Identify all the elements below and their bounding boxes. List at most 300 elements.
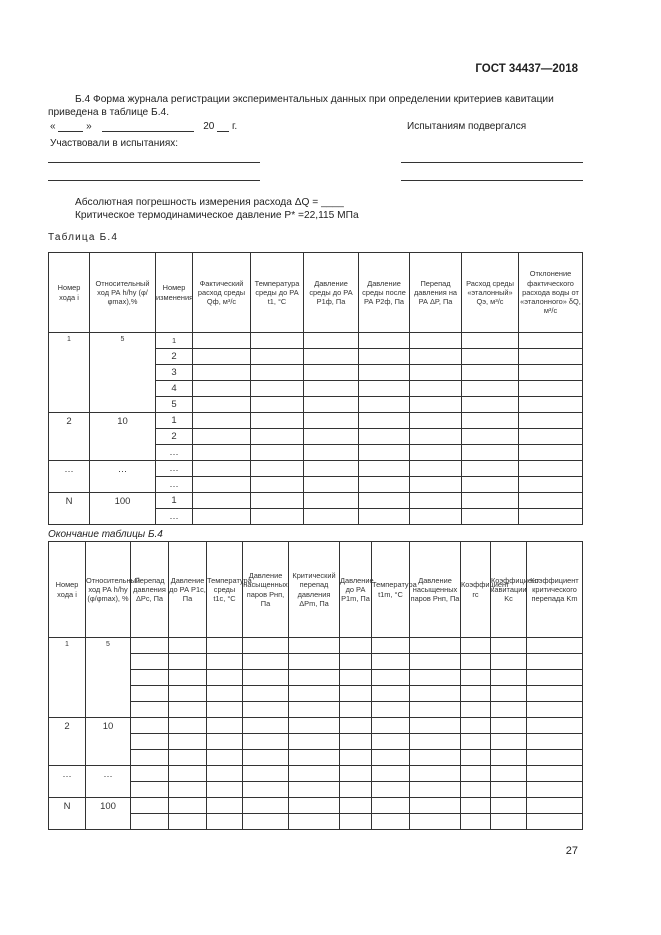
measurement-number-cell: 1 bbox=[156, 333, 193, 349]
empty-cell bbox=[251, 333, 304, 349]
empty-cell bbox=[359, 461, 410, 477]
run-number-cell: 2 bbox=[49, 718, 86, 766]
empty-cell bbox=[169, 782, 207, 798]
empty-cell bbox=[251, 349, 304, 365]
year-suffix: г. bbox=[231, 121, 238, 132]
empty-cell bbox=[304, 365, 359, 381]
empty-cell bbox=[243, 814, 289, 830]
table1-header-cell: Номер изменения bbox=[156, 253, 193, 333]
empty-cell bbox=[527, 734, 583, 750]
table1-header-row bbox=[49, 253, 583, 333]
table-b4-continued bbox=[48, 541, 583, 830]
page-number: 27 bbox=[565, 845, 578, 857]
empty-cell bbox=[410, 333, 462, 349]
empty-cell bbox=[193, 333, 251, 349]
empty-cell bbox=[410, 509, 462, 525]
empty-cell bbox=[131, 718, 169, 734]
empty-cell bbox=[527, 670, 583, 686]
table-b4 bbox=[48, 252, 583, 525]
empty-cell bbox=[527, 798, 583, 814]
empty-cell bbox=[462, 365, 519, 381]
table1-row bbox=[49, 333, 583, 349]
empty-cell bbox=[251, 381, 304, 397]
empty-cell bbox=[462, 429, 519, 445]
table2-header-cell: Температура среды t1c, °С bbox=[207, 542, 243, 638]
empty-cell bbox=[243, 686, 289, 702]
empty-cell bbox=[527, 782, 583, 798]
empty-cell bbox=[340, 702, 372, 718]
empty-cell bbox=[527, 766, 583, 782]
relative-stroke-cell: 100 bbox=[90, 493, 156, 525]
empty-cell bbox=[340, 638, 372, 654]
empty-cell bbox=[304, 413, 359, 429]
empty-cell bbox=[410, 397, 462, 413]
empty-cell bbox=[491, 670, 527, 686]
empty-cell bbox=[372, 718, 410, 734]
empty-cell bbox=[243, 750, 289, 766]
empty-cell bbox=[359, 349, 410, 365]
empty-cell bbox=[462, 397, 519, 413]
empty-cell bbox=[372, 814, 410, 830]
empty-cell bbox=[410, 734, 461, 750]
empty-cell bbox=[410, 798, 461, 814]
empty-cell bbox=[169, 766, 207, 782]
table1-header-cell: Номер хода i bbox=[49, 253, 90, 333]
table1-header-cell: Температура среды до РА t1, °С bbox=[251, 253, 304, 333]
date-close-quote: » bbox=[86, 121, 92, 132]
empty-cell bbox=[169, 702, 207, 718]
run-number-cell: … bbox=[49, 766, 86, 798]
empty-cell bbox=[243, 782, 289, 798]
critical-pressure: Критическое термодинамическое давление P* =22,115 МПа bbox=[75, 210, 359, 221]
empty-cell bbox=[207, 670, 243, 686]
empty-cell bbox=[207, 766, 243, 782]
empty-cell bbox=[410, 413, 462, 429]
empty-cell bbox=[462, 381, 519, 397]
empty-cell bbox=[193, 381, 251, 397]
empty-cell bbox=[289, 702, 340, 718]
measurement-error: Абсолютная погрешность измерения расхода ΔQ = ____ bbox=[75, 197, 344, 208]
table2-caption: Окончание таблицы Б.4 bbox=[48, 529, 163, 540]
empty-cell bbox=[462, 413, 519, 429]
table1-header-cell: Фактический расход среды Qф, м³/с bbox=[193, 253, 251, 333]
table2-row bbox=[49, 638, 583, 654]
table2-header-cell: Давление до РА P1c, Па bbox=[169, 542, 207, 638]
empty-cell bbox=[410, 782, 461, 798]
empty-cell bbox=[251, 493, 304, 509]
empty-cell bbox=[207, 638, 243, 654]
empty-cell bbox=[193, 493, 251, 509]
measurement-number-cell: 2 bbox=[156, 349, 193, 365]
empty-cell bbox=[519, 413, 583, 429]
table1-header-cell: Расход среды «эталонный» Qэ, м³/с bbox=[462, 253, 519, 333]
empty-cell bbox=[461, 782, 491, 798]
empty-cell bbox=[527, 702, 583, 718]
empty-cell bbox=[193, 429, 251, 445]
empty-cell bbox=[461, 670, 491, 686]
empty-cell bbox=[527, 686, 583, 702]
empty-cell bbox=[359, 509, 410, 525]
empty-cell bbox=[289, 670, 340, 686]
measurement-number-cell: 1 bbox=[156, 493, 193, 509]
empty-cell bbox=[410, 670, 461, 686]
empty-cell bbox=[461, 798, 491, 814]
table1-header-cell: Давление среды до РА P1ф, Па bbox=[304, 253, 359, 333]
table2-row bbox=[49, 718, 583, 734]
empty-cell bbox=[491, 686, 527, 702]
empty-cell bbox=[340, 766, 372, 782]
empty-cell bbox=[304, 445, 359, 461]
empty-cell bbox=[491, 814, 527, 830]
empty-cell bbox=[462, 493, 519, 509]
empty-cell bbox=[410, 349, 462, 365]
table2-header-cell: Коэффициент кавитации Kc bbox=[491, 542, 527, 638]
empty-cell bbox=[169, 670, 207, 686]
empty-cell bbox=[304, 349, 359, 365]
empty-cell bbox=[289, 718, 340, 734]
empty-cell bbox=[251, 509, 304, 525]
measurement-number-cell: … bbox=[156, 477, 193, 493]
table2-header-cell: Давление насыщенных паров Pнп, Па bbox=[243, 542, 289, 638]
empty-cell bbox=[491, 654, 527, 670]
measurement-number-cell: 1 bbox=[156, 413, 193, 429]
table1-caption: Таблица Б.4 bbox=[48, 232, 119, 243]
empty-cell bbox=[207, 702, 243, 718]
empty-cell bbox=[491, 718, 527, 734]
measurement-number-cell: … bbox=[156, 461, 193, 477]
empty-cell bbox=[131, 750, 169, 766]
empty-cell bbox=[527, 814, 583, 830]
empty-cell bbox=[131, 654, 169, 670]
empty-cell bbox=[207, 686, 243, 702]
table2-header-cell: Коэффициент rc bbox=[461, 542, 491, 638]
empty-cell bbox=[340, 670, 372, 686]
table2-header-cell: Перепад давления ΔPc, Па bbox=[131, 542, 169, 638]
table2-header-cell: Давление до РА P1m, Па bbox=[340, 542, 372, 638]
table2-header-cell: Температура t1m, °С bbox=[372, 542, 410, 638]
empty-cell bbox=[243, 734, 289, 750]
empty-cell bbox=[207, 814, 243, 830]
empty-cell bbox=[131, 798, 169, 814]
empty-cell bbox=[491, 702, 527, 718]
empty-cell bbox=[527, 654, 583, 670]
empty-cell bbox=[491, 782, 527, 798]
empty-cell bbox=[131, 782, 169, 798]
empty-cell bbox=[131, 670, 169, 686]
empty-cell bbox=[461, 638, 491, 654]
empty-cell bbox=[372, 670, 410, 686]
relative-stroke-cell: 10 bbox=[86, 718, 131, 766]
empty-cell bbox=[131, 702, 169, 718]
year-prefix: 20 bbox=[203, 121, 215, 132]
empty-cell bbox=[289, 638, 340, 654]
empty-cell bbox=[519, 381, 583, 397]
empty-cell bbox=[243, 766, 289, 782]
empty-cell bbox=[462, 333, 519, 349]
intro-paragraph: Б.4 Форма журнала регистрации экспериментальных данных при определении критериев кавитации приведена в таблице Б.4. bbox=[48, 94, 554, 118]
empty-cell bbox=[304, 477, 359, 493]
empty-cell bbox=[461, 718, 491, 734]
empty-cell bbox=[372, 750, 410, 766]
empty-cell bbox=[410, 814, 461, 830]
empty-cell bbox=[304, 397, 359, 413]
empty-cell bbox=[372, 782, 410, 798]
table1-header-cell: Перепад давления на РА ΔP, Па bbox=[410, 253, 462, 333]
measurement-number-cell: 5 bbox=[156, 397, 193, 413]
empty-cell bbox=[359, 493, 410, 509]
relative-stroke-cell: 100 bbox=[86, 798, 131, 830]
table2-header-cell: Относительный ход РА h/hy (φ/φmax), % bbox=[86, 542, 131, 638]
run-number-cell: 1 bbox=[49, 638, 86, 718]
empty-cell bbox=[131, 686, 169, 702]
empty-cell bbox=[193, 461, 251, 477]
empty-cell bbox=[527, 718, 583, 734]
empty-cell bbox=[340, 734, 372, 750]
empty-cell bbox=[359, 333, 410, 349]
empty-cell bbox=[359, 429, 410, 445]
month-blank bbox=[102, 121, 194, 132]
empty-cell bbox=[410, 445, 462, 461]
empty-cell bbox=[207, 654, 243, 670]
empty-cell bbox=[372, 734, 410, 750]
date-open-quote: « bbox=[50, 121, 56, 132]
empty-cell bbox=[289, 782, 340, 798]
empty-cell bbox=[289, 654, 340, 670]
measurement-number-cell: 3 bbox=[156, 365, 193, 381]
empty-cell bbox=[169, 686, 207, 702]
empty-cell bbox=[169, 718, 207, 734]
empty-cell bbox=[462, 445, 519, 461]
empty-cell bbox=[251, 461, 304, 477]
empty-cell bbox=[372, 686, 410, 702]
empty-cell bbox=[462, 509, 519, 525]
empty-cell bbox=[372, 702, 410, 718]
empty-cell bbox=[372, 766, 410, 782]
empty-cell bbox=[372, 638, 410, 654]
run-number-cell: … bbox=[49, 461, 90, 493]
empty-cell bbox=[340, 654, 372, 670]
empty-cell bbox=[359, 381, 410, 397]
empty-cell bbox=[207, 798, 243, 814]
empty-cell bbox=[169, 654, 207, 670]
signature-line-right-1 bbox=[401, 162, 583, 163]
empty-cell bbox=[243, 670, 289, 686]
empty-cell bbox=[410, 461, 462, 477]
empty-cell bbox=[410, 493, 462, 509]
empty-cell bbox=[251, 429, 304, 445]
empty-cell bbox=[461, 654, 491, 670]
empty-cell bbox=[340, 782, 372, 798]
run-number-cell: N bbox=[49, 798, 86, 830]
empty-cell bbox=[410, 381, 462, 397]
empty-cell bbox=[410, 750, 461, 766]
empty-cell bbox=[169, 750, 207, 766]
empty-cell bbox=[491, 766, 527, 782]
empty-cell bbox=[461, 686, 491, 702]
table2-header-cell: Давление насыщенных паров Pнп, Па bbox=[410, 542, 461, 638]
empty-cell bbox=[461, 814, 491, 830]
empty-cell bbox=[131, 766, 169, 782]
empty-cell bbox=[289, 814, 340, 830]
empty-cell bbox=[519, 509, 583, 525]
empty-cell bbox=[461, 766, 491, 782]
empty-cell bbox=[462, 349, 519, 365]
empty-cell bbox=[519, 477, 583, 493]
empty-cell bbox=[491, 750, 527, 766]
table2-header-cell: Номер хода i bbox=[49, 542, 86, 638]
empty-cell bbox=[193, 397, 251, 413]
empty-cell bbox=[410, 686, 461, 702]
empty-cell bbox=[304, 333, 359, 349]
relative-stroke-cell: 5 bbox=[86, 638, 131, 718]
empty-cell bbox=[359, 445, 410, 461]
empty-cell bbox=[410, 365, 462, 381]
relative-stroke-cell: 5 bbox=[90, 333, 156, 413]
empty-cell bbox=[462, 461, 519, 477]
empty-cell bbox=[169, 798, 207, 814]
empty-cell bbox=[519, 493, 583, 509]
empty-cell bbox=[131, 734, 169, 750]
empty-cell bbox=[289, 686, 340, 702]
empty-cell bbox=[359, 413, 410, 429]
empty-cell bbox=[527, 750, 583, 766]
empty-cell bbox=[340, 798, 372, 814]
empty-cell bbox=[169, 814, 207, 830]
run-number-cell: 2 bbox=[49, 413, 90, 461]
empty-cell bbox=[207, 782, 243, 798]
empty-cell bbox=[193, 445, 251, 461]
table1-row bbox=[49, 413, 583, 429]
empty-cell bbox=[519, 397, 583, 413]
year-blank bbox=[217, 121, 229, 132]
empty-cell bbox=[193, 413, 251, 429]
empty-cell bbox=[193, 509, 251, 525]
empty-cell bbox=[243, 654, 289, 670]
signature-line-right-2 bbox=[401, 180, 583, 181]
empty-cell bbox=[131, 638, 169, 654]
empty-cell bbox=[131, 814, 169, 830]
measurement-number-cell: 4 bbox=[156, 381, 193, 397]
empty-cell bbox=[340, 718, 372, 734]
empty-cell bbox=[519, 461, 583, 477]
empty-cell bbox=[410, 718, 461, 734]
run-number-cell: 1 bbox=[49, 333, 90, 413]
empty-cell bbox=[340, 814, 372, 830]
empty-cell bbox=[251, 365, 304, 381]
empty-cell bbox=[461, 750, 491, 766]
relative-stroke-cell: 10 bbox=[90, 413, 156, 461]
empty-cell bbox=[410, 654, 461, 670]
measurement-number-cell: … bbox=[156, 509, 193, 525]
empty-cell bbox=[410, 766, 461, 782]
date-line bbox=[50, 121, 237, 132]
empty-cell bbox=[519, 429, 583, 445]
empty-cell bbox=[410, 429, 462, 445]
empty-cell bbox=[251, 397, 304, 413]
empty-cell bbox=[207, 750, 243, 766]
empty-cell bbox=[519, 349, 583, 365]
empty-cell bbox=[410, 477, 462, 493]
participants-label: Участвовали в испытаниях: bbox=[50, 138, 179, 149]
empty-cell bbox=[491, 734, 527, 750]
empty-cell bbox=[527, 638, 583, 654]
empty-cell bbox=[193, 365, 251, 381]
empty-cell bbox=[519, 365, 583, 381]
empty-cell bbox=[304, 381, 359, 397]
empty-cell bbox=[519, 445, 583, 461]
empty-cell bbox=[304, 461, 359, 477]
empty-cell bbox=[304, 429, 359, 445]
table1-header-cell: Относительный ход РА h/hy (φ/φmax),% bbox=[90, 253, 156, 333]
empty-cell bbox=[289, 766, 340, 782]
empty-cell bbox=[304, 493, 359, 509]
signature-line-left-2 bbox=[48, 180, 260, 181]
empty-cell bbox=[243, 718, 289, 734]
table1-header-cell: Давление среды после РА P2ф, Па bbox=[359, 253, 410, 333]
table1-row bbox=[49, 493, 583, 509]
empty-cell bbox=[251, 413, 304, 429]
empty-cell bbox=[410, 702, 461, 718]
empty-cell bbox=[461, 734, 491, 750]
signature-line-left-1 bbox=[48, 162, 260, 163]
empty-cell bbox=[372, 654, 410, 670]
day-blank bbox=[58, 121, 83, 132]
empty-cell bbox=[359, 397, 410, 413]
measurement-number-cell: … bbox=[156, 445, 193, 461]
empty-cell bbox=[243, 638, 289, 654]
empty-cell bbox=[372, 798, 410, 814]
empty-cell bbox=[243, 702, 289, 718]
empty-cell bbox=[243, 798, 289, 814]
empty-cell bbox=[251, 445, 304, 461]
empty-cell bbox=[304, 509, 359, 525]
empty-cell bbox=[519, 333, 583, 349]
empty-cell bbox=[359, 477, 410, 493]
empty-cell bbox=[340, 750, 372, 766]
empty-cell bbox=[193, 477, 251, 493]
empty-cell bbox=[462, 477, 519, 493]
empty-cell bbox=[169, 638, 207, 654]
table2-row bbox=[49, 766, 583, 782]
empty-cell bbox=[359, 365, 410, 381]
empty-cell bbox=[251, 477, 304, 493]
table2-header-cell: Коэффициент критического перепада Km bbox=[527, 542, 583, 638]
measurement-number-cell: 2 bbox=[156, 429, 193, 445]
relative-stroke-cell: … bbox=[86, 766, 131, 798]
empty-cell bbox=[289, 750, 340, 766]
empty-cell bbox=[193, 349, 251, 365]
empty-cell bbox=[289, 734, 340, 750]
empty-cell bbox=[410, 638, 461, 654]
standard-number: ГОСТ 34437—2018 bbox=[475, 63, 578, 75]
table2-row bbox=[49, 798, 583, 814]
empty-cell bbox=[491, 638, 527, 654]
empty-cell bbox=[289, 798, 340, 814]
table2-header-cell: Критический перепад давления ΔPm, Па bbox=[289, 542, 340, 638]
run-number-cell: N bbox=[49, 493, 90, 525]
empty-cell bbox=[207, 718, 243, 734]
empty-cell bbox=[491, 798, 527, 814]
empty-cell bbox=[340, 686, 372, 702]
empty-cell bbox=[207, 734, 243, 750]
relative-stroke-cell: … bbox=[90, 461, 156, 493]
table1-row bbox=[49, 461, 583, 477]
tested-label: Испытаниям подвергался bbox=[407, 121, 527, 132]
empty-cell bbox=[169, 734, 207, 750]
empty-cell bbox=[461, 702, 491, 718]
table2-header-row bbox=[49, 542, 583, 638]
table1-header-cell: Отклонение фактического расхода воды от «эталонного» δQ, м³/с bbox=[519, 253, 583, 333]
